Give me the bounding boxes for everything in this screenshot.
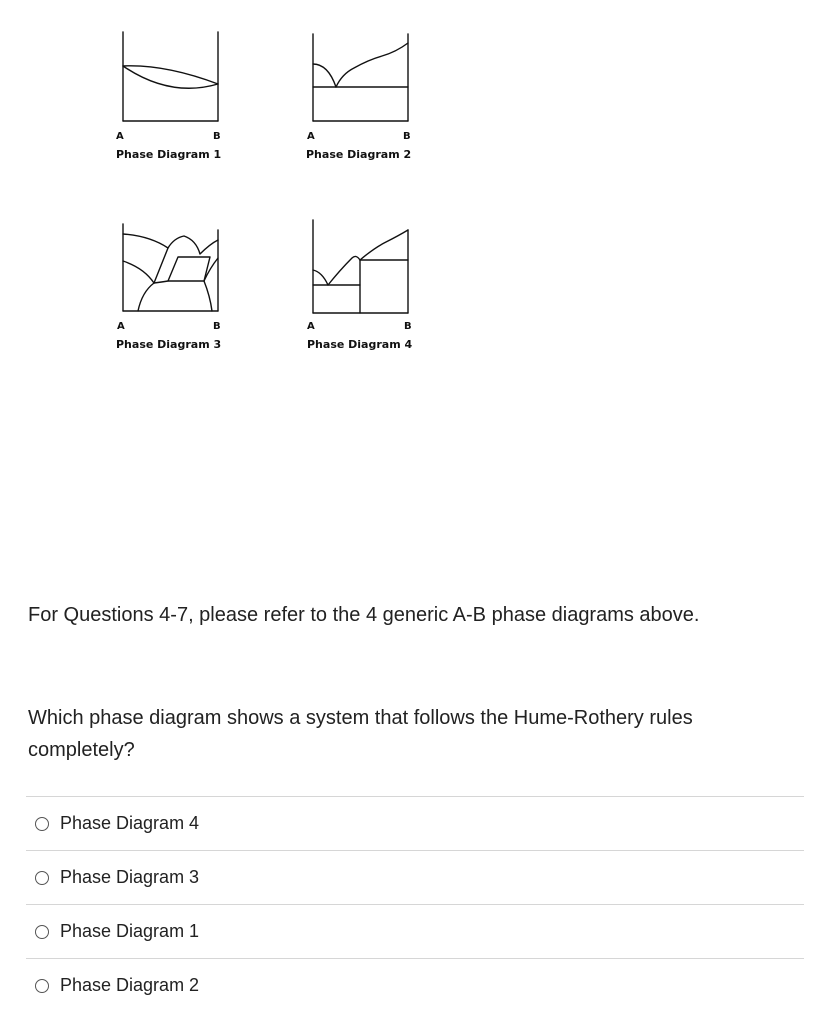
diagram-4-caption: Phase Diagram 4 bbox=[307, 338, 413, 351]
phase-diagram-4-figure bbox=[300, 218, 430, 318]
option-phase-diagram-1[interactable] bbox=[26, 904, 804, 958]
option-phase-diagram-2[interactable] bbox=[26, 958, 804, 1012]
phase-diagram-4 bbox=[300, 218, 430, 351]
option-label: Phase Diagram 4 bbox=[60, 813, 200, 833]
diagram-1-caption: Phase Diagram 1 bbox=[116, 148, 222, 161]
radio-button[interactable] bbox=[35, 871, 49, 885]
answer-options bbox=[26, 796, 804, 1012]
phase-diagram-3 bbox=[110, 218, 240, 351]
diagram-2-label-b: B bbox=[403, 131, 411, 142]
radio-button[interactable] bbox=[35, 925, 49, 939]
diagram-3-label-a: A bbox=[117, 321, 125, 332]
diagram-3-caption: Phase Diagram 3 bbox=[116, 338, 222, 351]
option-phase-diagram-4[interactable] bbox=[26, 796, 804, 850]
question-text: Which phase diagram shows a system that follows the Hume-Rothery rules completely? bbox=[28, 707, 693, 761]
radio-button[interactable] bbox=[35, 817, 49, 831]
option-label: Phase Diagram 3 bbox=[60, 867, 200, 887]
diagram-2-caption: Phase Diagram 2 bbox=[306, 148, 412, 161]
option-label: Phase Diagram 2 bbox=[60, 975, 200, 995]
intro-text: For Questions 4-7, please refer to the 4 generic A-B phase diagrams above. bbox=[28, 604, 700, 626]
diagram-4-label-b: B bbox=[404, 321, 412, 332]
radio-button[interactable] bbox=[35, 979, 49, 993]
option-phase-diagram-3[interactable] bbox=[26, 850, 804, 904]
phase-diagram-2-figure bbox=[300, 28, 430, 128]
diagram-2-label-a: A bbox=[307, 131, 315, 142]
phase-diagram-1-figure bbox=[110, 28, 240, 128]
option-label: Phase Diagram 1 bbox=[60, 921, 200, 941]
diagram-1-label-b: B bbox=[213, 131, 221, 142]
phase-diagram-1 bbox=[110, 28, 240, 161]
phase-diagram-3-figure bbox=[110, 218, 240, 318]
diagram-3-label-b: B bbox=[213, 321, 221, 332]
diagram-1-label-a: A bbox=[116, 131, 124, 142]
diagram-4-label-a: A bbox=[307, 321, 315, 332]
phase-diagram-2 bbox=[300, 28, 430, 161]
